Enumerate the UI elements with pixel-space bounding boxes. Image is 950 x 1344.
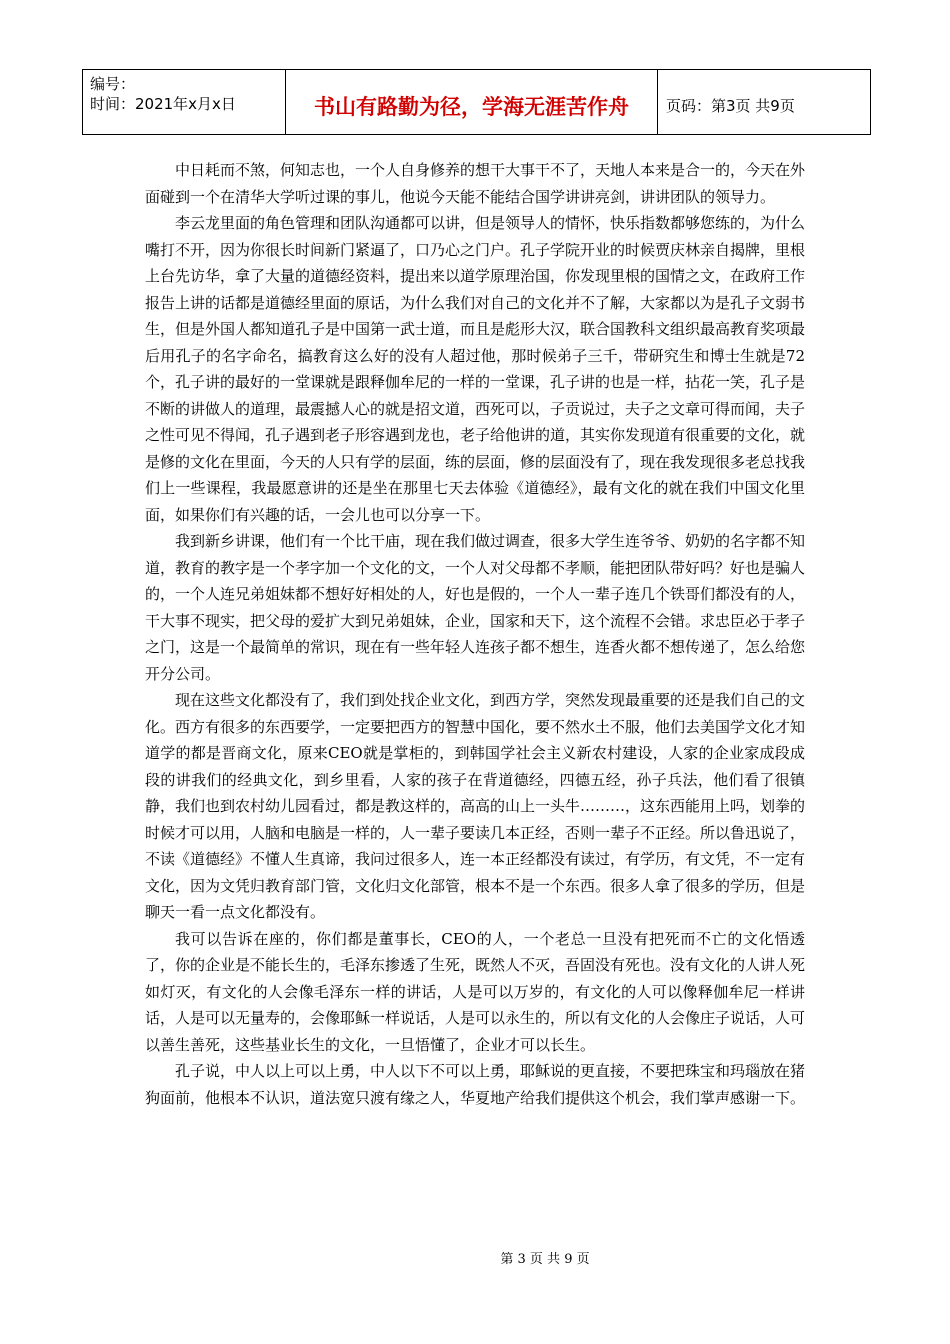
document-body xyxy=(145,157,805,1111)
number-label: 编号： xyxy=(90,75,136,93)
header-motto: 书山有路勤为径，学海无涯苦作舟 xyxy=(286,70,658,134)
header-page-label: 页码：第3页 共9页 xyxy=(666,96,795,115)
time-label: 时间：2021年x月x日 xyxy=(90,95,236,113)
page-footer: 第 3 页 共 9 页 xyxy=(500,1252,590,1267)
paragraph-3: 我到新乡讲课，他们有一个比干庙，现在我们做过调查，很多大学生连爷爷、奶奶的名字都不知道，教育的教字是一个孝字加一个文化的文，一个人对父母都不孝顺，能把团队带好吗？好也是骗人的，一个人连兄弟姐妹都不想好好相处的人，好也是假的，一个人一辈子连几个铁哥们都没有的人，干大事不现实，把父母的爱扩大到兄弟姐妹，企业，国家和天下，这个流程不会错。求忠臣必于孝子之门，这是一个最简单的常识，现在有一些年轻人连孩子都不想生，连香火都不想传递了，怎么给您开分公司。 xyxy=(145,532,806,683)
page-header xyxy=(82,69,871,135)
paragraph-1: 中日耗而不煞，何知志也，一个人自身修养的想干大事干不了，天地人本来是合一的，今天在外面碰到一个在清华大学听过课的事儿，他说今天能不能结合国学讲讲亮剑，讲讲团队的领导力。 xyxy=(145,161,806,206)
paragraph-2: 李云龙里面的角色管理和团队沟通都可以讲，但是领导人的情怀，快乐指数都够您练的，为什么嘴打不开，因为你很长时间新门紧逼了，口乃心之门户。孔子学院开业的时候贾庆林亲自揭牌，里根上台先访华，拿了大量的道德经资料，提出来以道学原理治国，你发现里根的国情之文，在政府工作报告上讲的话都是道德经里面的原话，为什么我们对自己的文化并不了解，大家都以为是孔子文弱书生，但是外国人都知道孔子是中国第一武士道，而且是彪形大汉，联合国教科文组织最高教育奖项最后用孔子的名字命名，搞教育这么好的没有人超过他，那时候弟子三千，带研究生和博士生就是72个，孔子讲的最好的一堂课就是跟释伽牟尼的一样的一堂课，孔子讲的也是一样，拈花一笑，孔子是不断的讲做人的道理，最震撼人心的就是招文道，西死可以，子贡说过，夫子之文章可得而闻，夫子之性可见不得闻，孔子遇到老子形容遇到龙也，老子给他讲的道，其实你发现道有很重要的文化，就是修的文化在里面，今天的人只有学的层面，练的层面，修的层面没有了，现在我发现很多老总找我们上一些课程，我最愿意讲的还是坐在那里七天去体验《道德经》，最有文化的就在我们中国文化里面，如果你们有兴趣的话，一会儿也可以分享一下。 xyxy=(145,214,806,524)
paragraph-6: 孔子说，中人以上可以上勇，中人以下不可以上勇，耶稣说的更直接，不要把珠宝和玛瑙放在猪狗面前，他根本不认识，道法宽只渡有缘之人，华夏地产给我们提供这个机会，我们掌声感谢一下。 xyxy=(145,1062,806,1107)
paragraph-5: 我可以告诉在座的，你们都是董事长，CEO的人，一个老总一旦没有把死而不亡的文化悟透了，你的企业是不能长生的，毛泽东掺透了生死，既然人不灭，吾固没有死也。没有文化的人讲人死如灯灭，有文化的人会像毛泽东一样的讲话，人是可以万岁的，有文化的人可以像释伽牟尼一样讲话，人是可以无量寿的，会像耶稣一样说话，人是可以永生的，所以有文化的人会像庄子说话，人可以善生善死，这些基业长生的文化，一旦悟懂了，企业才可以长生。 xyxy=(145,929,806,1054)
paragraph-4: 现在这些文化都没有了，我们到处找企业文化，到西方学，突然发现最重要的还是我们自己的文化。西方有很多的东西要学，一定要把西方的智慧中国化，要不然水土不服，他们去美国学文化才知道学的都是晋商文化，原来CEO就是掌柜的，到韩国学社会主义新农村建设，人家的企业家成段成段的讲我们的经典文化，到乡里看，人家的孩子在背道德经，四德五经，孙子兵法，他们看了很镇静，我们也到农村幼儿园看过，都是教这样的，高高的山上一头牛………，这东西能用上吗，划拳的时候才可以用，人脑和电脑是一样的，人一辈子要读几本正经，否则一辈子不正经。所以鲁迅说了，不读《道德经》不懂人生真谛，我问过很多人，连一本正经都没有读过，有学历，有文凭，不一定有文化，因为文凭归教育部门管，文化归文化部管，根本不是一个东西。很多人拿了很多的学历，但是聊天一看一点文化都没有。 xyxy=(145,691,806,921)
header-meta xyxy=(83,70,286,134)
